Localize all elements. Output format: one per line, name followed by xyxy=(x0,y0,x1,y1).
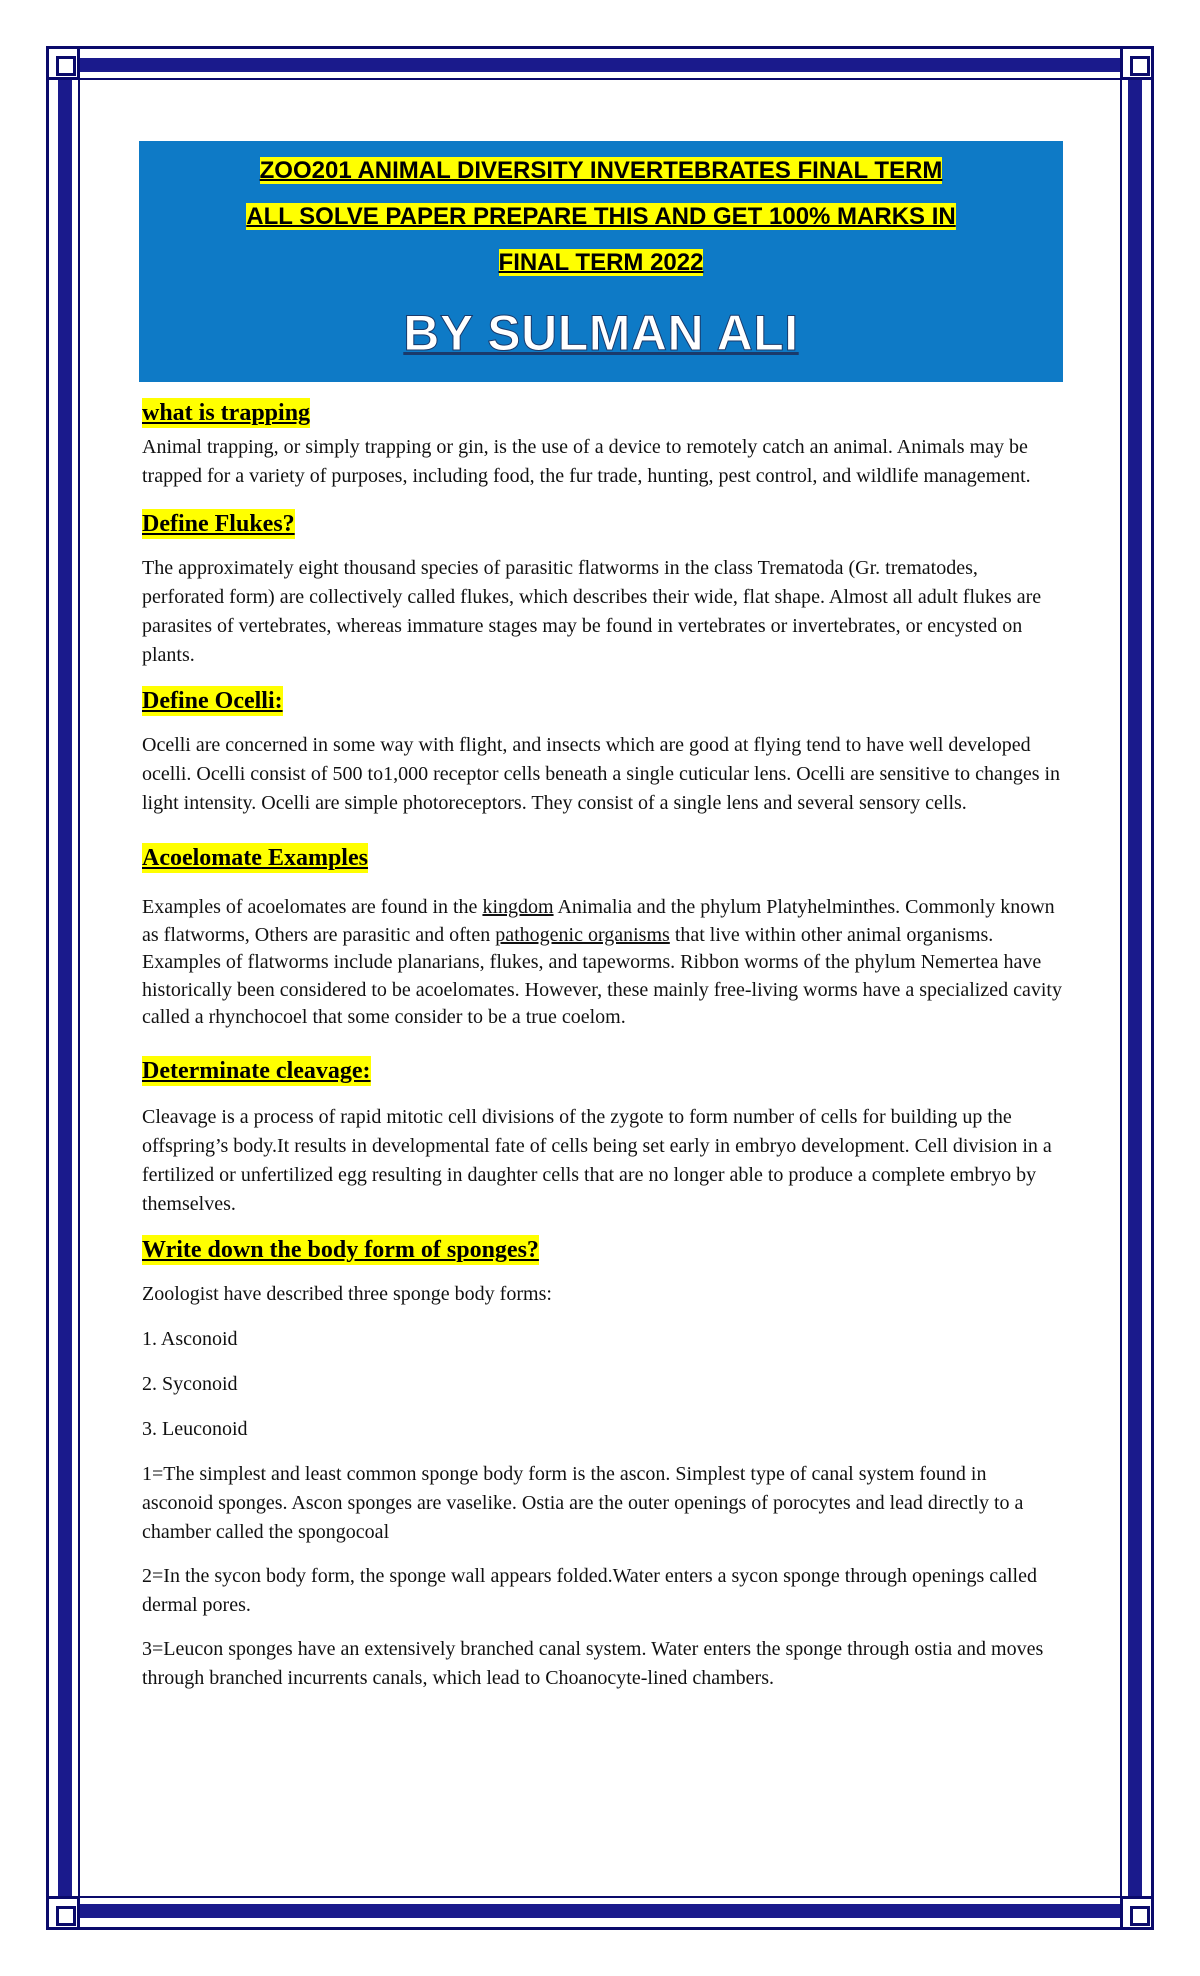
section-paragraph: The approximately eight thousand species of parasitic flatworms in the class Trematoda (Gr. trematodes, perforated form) are collectively called flukes, which describes their wide, flat shape. Almost all adult flukes are parasites of vertebrates, whereas immature stages may be found in vertebrates or invertebrates, or encysted on plants. xyxy=(142,557,1042,666)
document-body xyxy=(142,398,1062,1693)
paragraph-text: Examples of acoelomates are found in the xyxy=(142,896,483,918)
section-paragraph: Cleavage is a process of rapid mitotic cell divisions of the zygote to form number of cells for building up the offspring’s body.It results in developmental fate of cells being set early in embryo development. Cell division in a fertilized or unfertilized egg resulting in daughter cells that are no longer able to produce a complete embryo by themselves. xyxy=(142,1105,1052,1215)
link-pathogenic-organisms[interactable]: pathogenic organisms xyxy=(495,923,670,946)
paragraph-text: that live within other animal organisms. Examples of flatworms include planarians, flukes, and tapeworms. Ribbon worms of the phylum Nemertea have historically been considered to be acoelomates. However, these mainly free-living worms have a specialized cavity called a rhynchocoel that some consider to be a true coelom. xyxy=(142,923,1062,1028)
section-heading: Define Flukes? xyxy=(142,511,295,537)
document-title xyxy=(141,148,1061,286)
link-kingdom[interactable]: kingdom xyxy=(482,896,554,918)
list-item: 1. Asconoid xyxy=(142,1327,238,1350)
section-heading: Define Ocelli: xyxy=(142,688,283,714)
corner-ornament-icon xyxy=(46,1896,80,1930)
corner-ornament-icon xyxy=(46,46,80,80)
author-name: BY SULMAN ALI xyxy=(403,305,799,361)
section-paragraph: 1=The simplest and least common sponge body form is the ascon. Simplest type of canal system found in asconoid sponges. Ascon sponges are vaselike. Ostia are the outer openings of porocytes and lead directly to a chamber called the spongocoal xyxy=(142,1462,1024,1543)
section-paragraph xyxy=(142,894,1062,1032)
header-banner xyxy=(139,141,1063,382)
section-flukes xyxy=(142,509,1062,670)
section-paragraph: 2=In the sycon body form, the sponge wall appears folded.Water enters a sycon sponge through openings called dermal pores. xyxy=(142,1564,1037,1616)
section-heading: what is trapping xyxy=(142,400,311,426)
list-item: 3. Leuconoid xyxy=(142,1417,248,1440)
title-line-3: FINAL TERM 2022 xyxy=(498,249,704,276)
section-paragraph: Animal trapping, or simply trapping or gin, is the use of a device to remotely catch an animal. Animals may be trapped for a variety of purposes, including food, the fur trade, hunting, pest control, and wildlife management. xyxy=(142,436,1031,487)
section-paragraph: Ocelli are concerned in some way with flight, and insects which are good at flying tend to have well developed ocelli. Ocelli consist of 500 to1,000 receptor cells beneath a single cuticular lens. Ocelli are sensitive to changes in light intensity. Ocelli are simple photoreceptors. They consist of a single lens and several sensory cells. xyxy=(142,734,1061,814)
section-heading: Acoelomate Examples xyxy=(142,845,368,871)
title-line-2: ALL SOLVE PAPER PREPARE THIS AND GET 100% MARKS IN xyxy=(246,203,956,230)
corner-ornament-icon xyxy=(1120,46,1154,80)
section-paragraph: Zoologist have described three sponge body forms: xyxy=(142,1282,552,1305)
section-heading: Determinate cleavage: xyxy=(142,1057,371,1084)
section-paragraph: 3=Leucon sponges have an extensively branched canal system. Water enters the sponge through ostia and moves through branched incurrents canals, which lead to Choanocyte-lined chambers. xyxy=(142,1637,1044,1689)
paragraph-text: Animalia and the phylum Platyhelminthes. Commonly known as flatworms, Others are parasitic and often xyxy=(142,896,1055,946)
corner-ornament-icon xyxy=(1120,1896,1154,1930)
section-ocelli xyxy=(142,686,1062,818)
section-heading: Write down the body form of sponges? xyxy=(142,1236,539,1263)
section-sponges xyxy=(142,1235,1062,1693)
title-line-1: ZOO201 ANIMAL DIVERSITY INVERTEBRATES FINAL TERM xyxy=(259,157,943,184)
section-trapping xyxy=(142,398,1062,491)
section-cleavage xyxy=(142,1056,1062,1219)
list-item: 2. Syconoid xyxy=(142,1372,238,1395)
section-acoelomate xyxy=(142,843,1062,1032)
